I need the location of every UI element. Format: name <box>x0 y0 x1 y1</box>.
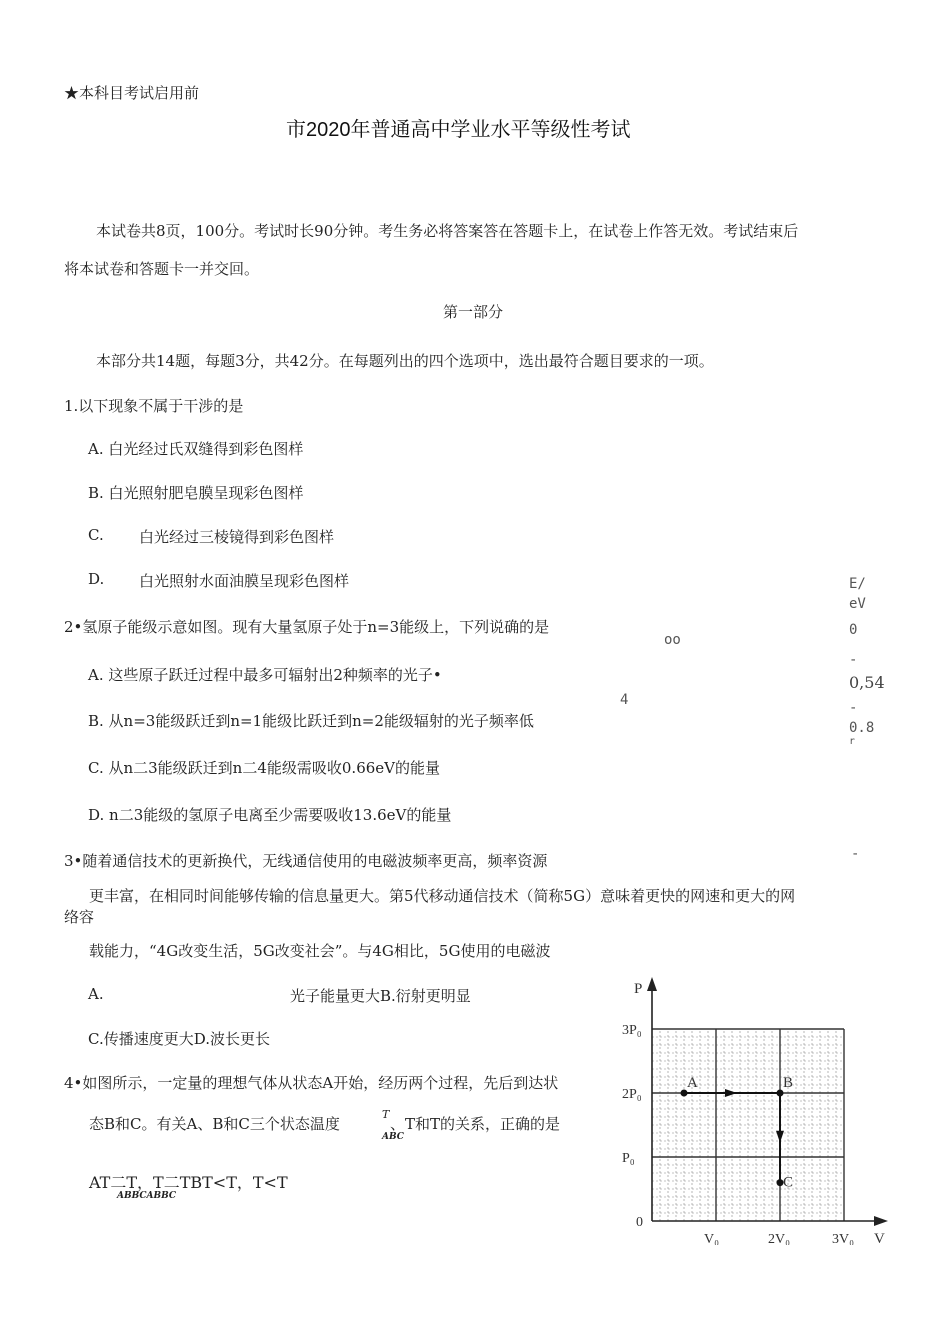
energy-dash-1: - <box>849 652 858 668</box>
q2-option-d: D. n二3能级的氢原子电离至少需要吸收13.6eV的能量 <box>88 806 452 824</box>
q3-line-4: 载能力，“4G改变生活，5G改变社会”。与4G相比，5G使用的电磁波 <box>89 942 551 960</box>
x-tick-label: 0 <box>636 1215 643 1230</box>
q4-answer-line: AT二T，T二TBT<T，T<T <box>89 1173 288 1192</box>
q4-line-2-sub: ABC <box>382 1132 404 1142</box>
energy-level-4: 4 <box>620 692 629 708</box>
q3-options-ab: 光子能量更大B.衍射更明显 <box>290 987 471 1005</box>
q4-line-2-T: T <box>382 1108 390 1121</box>
y-axis-arrow <box>647 977 657 991</box>
q3-option-a-letter: A. <box>88 985 104 1003</box>
exam-title: 市2020年普通高中学业水平等级性考试 <box>286 119 631 141</box>
chart-axes <box>647 977 888 1226</box>
chart-labels <box>622 981 885 1245</box>
q4-stem: 4•如图所示，一定量的理想气体从状态A开始，经历两个过程，先后到达状 <box>64 1074 559 1092</box>
pv-chart <box>600 975 900 1245</box>
energy-dash-3: - <box>851 846 860 862</box>
y-tick-label: 3P₀ <box>622 1023 642 1038</box>
q3-line-3: 络容 <box>64 908 95 926</box>
energy-dash-2: - <box>849 700 858 716</box>
energy-value-08: 0.8 <box>849 720 875 736</box>
process-arrow <box>725 1089 737 1097</box>
x-axis-title: V <box>874 1231 885 1245</box>
x-axis-arrow <box>874 1216 888 1226</box>
q1-option-a: A. 白光经过氏双缝得到彩色图样 <box>88 440 304 458</box>
q3-stem: 3•随着通信技术的更新换代，无线通信使用的电磁波频率更高，频率资源 <box>64 852 548 870</box>
intro-line-2: 将本试卷和答题卡一并交回。 <box>64 260 260 278</box>
q2-option-b: B. 从n=3能级跃迁到n=1能级比跃迁到n=2能级辐射的光子频率低 <box>88 712 534 730</box>
q3-line-2: 更丰富，在相同时间能够传输的信息量更大。第5代移动通信技术（简称5G）意味着更快的网速和更大的网 <box>89 887 796 905</box>
y-tick-label: P₀ <box>622 1151 635 1166</box>
q1-option-c-letter: C. <box>88 526 104 544</box>
energy-value-0: 0 <box>849 622 858 638</box>
chart-grid <box>652 1029 844 1221</box>
q1-option-c-text: 白光经过三棱镜得到彩色图样 <box>139 528 335 546</box>
q2-option-a: A. 这些原子跃迁过程中最多可辐射出2种频率的光子• <box>88 666 442 684</box>
x-tick-label: 2V₀ <box>768 1232 790 1245</box>
q1-option-d-text: 白光照射水面油膜呈现彩色图样 <box>139 572 350 590</box>
q1-stem: 1.以下现象不属于干涉的是 <box>64 397 244 415</box>
x-tick-label: V₀ <box>704 1232 719 1245</box>
exam-notice: ★本科目考试启用前 <box>64 84 200 102</box>
q4-line-2a: 态B和C。有关A、B和C三个状态温度 <box>89 1115 340 1133</box>
q2-stem: 2•氢原子能级示意如图。现有大量氢原子处于n=3能级上，下列说确的是 <box>64 618 550 636</box>
state-label: A <box>687 1075 698 1091</box>
q3-options-cd: C.传播速度更大D.波长更长 <box>88 1030 270 1048</box>
q4-answer-sub: ABBCABBC <box>117 1191 177 1201</box>
q2-option-c: C. 从n二3能级跃迁到n二4能级需吸收0.66eV的能量 <box>88 759 440 777</box>
intro-line-1: 本试卷共8页，100分。考试时长90分钟。考生务必将答案答在答题卡上，在试卷上作答无效。考试结束后 <box>96 222 799 240</box>
part-heading: 第一部分 <box>443 303 504 321</box>
energy-infinity-symbol: oo <box>664 632 681 648</box>
q4-line-2b: 、T和T的关系，正确的是 <box>390 1115 561 1133</box>
energy-unit-label-2: eV <box>849 596 866 612</box>
q1-option-b: B. 白光照射肥皂膜呈现彩色图样 <box>88 484 304 502</box>
y-axis-title: P <box>634 981 643 997</box>
y-tick-label: 2P₀ <box>622 1087 642 1102</box>
state-label: B <box>783 1075 794 1091</box>
energy-mark-r: r <box>849 736 856 747</box>
state-label: C <box>783 1174 794 1191</box>
energy-unit-label-1: E/ <box>849 576 866 592</box>
x-tick-label: 3V₀ <box>832 1232 854 1245</box>
q1-option-d-letter: D. <box>88 570 105 588</box>
energy-value-054: 0,54 <box>849 673 885 692</box>
part-description: 本部分共14题，每题3分，共42分。在每题列出的四个选项中，选出最符合题目要求的一项。 <box>96 352 714 370</box>
